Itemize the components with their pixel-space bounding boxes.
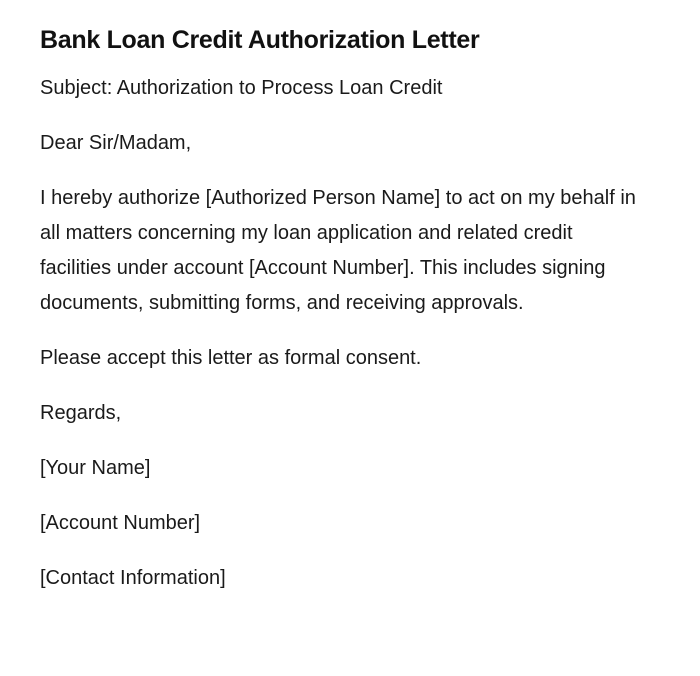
letter-body-paragraph: I hereby authorize [Authorized Person Name] to act on my behalf in all matters concerning my loan application and related credit facilities under account [Account Number]. This includes signing documents, submitting forms, and receiving approvals. — [40, 187, 636, 314]
signature-account-number: [Account Number] — [40, 512, 201, 534]
letter-salutation: Dear Sir/Madam, — [40, 132, 192, 154]
letter-title: Bank Loan Credit Authorization Letter — [40, 26, 480, 54]
letter-document — [40, 22, 640, 616]
letter-subject: Subject: Authorization to Process Loan Credit — [40, 77, 443, 99]
signature-name: [Your Name] — [40, 457, 151, 479]
signature-contact-information: [Contact Information] — [40, 567, 226, 589]
letter-closing: Regards, — [40, 402, 122, 424]
letter-consent: Please accept this letter as formal consent. — [40, 347, 422, 369]
